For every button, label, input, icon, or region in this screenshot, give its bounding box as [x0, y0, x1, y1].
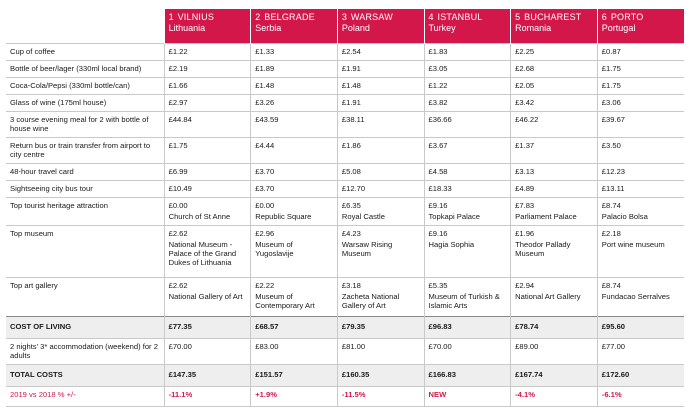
table-cell [511, 78, 598, 95]
cell-value: NEW [428, 390, 447, 399]
table-row [6, 138, 684, 164]
table-cell [511, 226, 598, 278]
cell-value: £89.00 [515, 342, 539, 351]
table-cell [164, 44, 251, 61]
table-cell [424, 278, 511, 317]
table-cell [251, 198, 338, 226]
table-cell [424, 226, 511, 278]
table-cell [424, 95, 511, 112]
table-cell [424, 365, 511, 387]
cell-value: £2.25 [515, 47, 535, 56]
table-cell [337, 164, 424, 181]
table-cell [511, 61, 598, 78]
cell-value: £39.67 [601, 115, 626, 124]
table-cell [337, 365, 424, 387]
table-cell [164, 317, 251, 339]
row-label: 2019 vs 2018 % +/- [6, 387, 164, 407]
table-cell [337, 317, 424, 339]
table-cell [597, 387, 684, 407]
table-row [6, 61, 684, 78]
table-row [6, 78, 684, 95]
table-cell [424, 198, 511, 226]
table-row [6, 198, 684, 226]
cell-place-name: Palacio Bolsa [601, 212, 648, 221]
table-cell [597, 365, 684, 387]
cell-value: £10.49 [168, 184, 192, 193]
cell-place-name: National Art Gallery [515, 292, 581, 301]
cell-value: £2.62 [168, 229, 188, 238]
cell-value: £1.48 [341, 81, 361, 90]
row-label: Return bus or train transfer from airport to city centre [6, 138, 164, 164]
header-row [6, 9, 684, 44]
row-label: Bottle of beer/lager (330ml local brand) [6, 61, 164, 78]
table-cell [164, 365, 251, 387]
cell-value: £160.35 [341, 370, 370, 379]
cell-value: £1.66 [168, 81, 188, 90]
table-cell [251, 61, 338, 78]
table-cell [511, 95, 598, 112]
table-row [6, 278, 684, 317]
table-cell [164, 278, 251, 317]
cell-value: £2.97 [168, 98, 188, 107]
table-cell [164, 198, 251, 226]
table-cell [337, 44, 424, 61]
table-cell [424, 181, 511, 198]
header-istanbul: 4 ISTANBUL Turkey [424, 9, 511, 44]
row-label: 2 nights' 3* accommodation (weekend) for 2 adults [6, 339, 164, 365]
row-label: Glass of wine (175ml house) [6, 95, 164, 112]
table-cell [251, 226, 338, 278]
cell-value: £2.94 [515, 281, 535, 290]
cell-value: £1.37 [515, 141, 535, 150]
cell-value: £46.22 [515, 115, 539, 124]
cell-place-name: Warsaw Rising Museum [341, 240, 393, 258]
table-cell [164, 164, 251, 181]
cell-value: £4.23 [341, 229, 361, 238]
cell-value: £68.57 [255, 322, 279, 331]
table-cell [597, 164, 684, 181]
table-cell [337, 61, 424, 78]
cell-value: £79.35 [341, 322, 366, 331]
table-cell [164, 61, 251, 78]
cell-place-name: Hagia Sophia [428, 240, 475, 249]
cell-value: £12.23 [601, 167, 626, 176]
cell-value: £2.22 [255, 281, 275, 290]
cell-value: £167.74 [515, 370, 543, 379]
table-cell [251, 112, 338, 138]
table-cell [511, 198, 598, 226]
table-cell [251, 164, 338, 181]
cell-value: £3.67 [428, 141, 448, 150]
table-cell [424, 138, 511, 164]
table-cell [337, 95, 424, 112]
cell-value: £12.70 [341, 184, 366, 193]
table-cell [424, 164, 511, 181]
table-row [6, 164, 684, 181]
table-cell [337, 278, 424, 317]
cell-value: -11.1% [168, 390, 193, 399]
table-cell [511, 44, 598, 61]
cell-value: £1.83 [428, 47, 448, 56]
cell-value: £96.83 [428, 322, 452, 331]
cell-value: £151.57 [255, 370, 283, 379]
table-cell [597, 61, 684, 78]
cell-value: £0.00 [168, 201, 188, 210]
cell-place-name: Topkapi Palace [428, 212, 481, 221]
row-label: Coca-Cola/Pepsi (330ml bottle/can) [6, 78, 164, 95]
cell-place-name: Zacheta National Gallery of Art [341, 292, 400, 310]
cell-value: £4.44 [255, 141, 275, 150]
cell-value: £1.75 [601, 81, 621, 90]
cell-place-name: Museum of Yugoslavije [255, 240, 294, 258]
cell-value: £1.75 [168, 141, 188, 150]
table-row [6, 365, 684, 387]
cell-value: £3.70 [255, 184, 275, 193]
table-cell [511, 339, 598, 365]
table-cell [337, 387, 424, 407]
table-cell [597, 78, 684, 95]
table-cell [511, 164, 598, 181]
row-label: 3 course evening meal for 2 with bottle of house wine [6, 112, 164, 138]
cell-value: £3.42 [515, 98, 535, 107]
table-cell [337, 339, 424, 365]
cell-value: £77.00 [601, 342, 626, 351]
cell-value: £3.82 [428, 98, 448, 107]
cell-value: £172.60 [601, 370, 630, 379]
cell-value: £8.74 [601, 201, 621, 210]
table-cell [164, 339, 251, 365]
row-label: Sightseeing city bus tour [6, 181, 164, 198]
table-cell [251, 317, 338, 339]
table-cell [511, 317, 598, 339]
cell-value: £2.62 [168, 281, 188, 290]
table-cell [337, 138, 424, 164]
header-warsaw: 3 WARSAW Poland [337, 9, 424, 44]
cell-place-name: Museum of Contemporary Art [255, 292, 315, 310]
cell-value: £0.00 [255, 201, 275, 210]
table-cell [424, 44, 511, 61]
table-cell [597, 44, 684, 61]
cell-value: £2.54 [341, 47, 361, 56]
cell-value: £44.84 [168, 115, 192, 124]
cell-value: £4.89 [515, 184, 535, 193]
cell-value: £7.83 [515, 201, 535, 210]
table-cell [511, 112, 598, 138]
cell-place-name: Royal Castle [341, 212, 385, 221]
table-cell [164, 138, 251, 164]
table-cell [597, 138, 684, 164]
table-cell [597, 339, 684, 365]
cell-value: £1.22 [428, 81, 448, 90]
table-cell [251, 365, 338, 387]
table-cell [424, 78, 511, 95]
cell-value: £83.00 [255, 342, 279, 351]
table-cell [597, 278, 684, 317]
cell-place-name: Museum of Turkish & Islamic Arts [428, 292, 500, 310]
cell-value: £3.05 [428, 64, 448, 73]
row-label: Top art gallery [6, 278, 164, 317]
table-cell [424, 112, 511, 138]
table-cell [251, 78, 338, 95]
table-cell [597, 317, 684, 339]
table-cell [424, 317, 511, 339]
cell-value: £3.26 [255, 98, 275, 107]
cell-value: -4.1% [515, 390, 535, 399]
cell-value: £81.00 [341, 342, 366, 351]
cell-value: £2.19 [168, 64, 188, 73]
table-cell [251, 181, 338, 198]
cell-place-name: National Museum - Palace of the Grand Dukes of Lithuania [168, 240, 237, 267]
row-label: TOTAL COSTS [6, 365, 164, 387]
cell-value: +1.9% [255, 390, 277, 399]
cell-value: £4.58 [428, 167, 448, 176]
cell-value: £1.91 [341, 98, 361, 107]
table-row [6, 181, 684, 198]
cell-value: £77.35 [168, 322, 192, 331]
cell-value: £2.05 [515, 81, 535, 90]
cell-value: £1.75 [601, 64, 621, 73]
table-cell [337, 198, 424, 226]
cell-value: £1.33 [255, 47, 275, 56]
table-cell [424, 339, 511, 365]
cost-table [6, 9, 684, 407]
header-belgrade: 2 BELGRADE Serbia [251, 9, 338, 44]
cell-place-name: Republic Square [255, 212, 312, 221]
row-label: Cup of coffee [6, 44, 164, 61]
table-cell [511, 387, 598, 407]
table-cell [164, 181, 251, 198]
cell-value: £1.86 [341, 141, 361, 150]
cell-value: £3.06 [601, 98, 621, 107]
table-row [6, 317, 684, 339]
row-label: Top tourist heritage attraction [6, 198, 164, 226]
cell-value: £13.11 [601, 184, 625, 193]
cell-value: £9.16 [428, 201, 448, 210]
row-label: Top museum [6, 226, 164, 278]
table-cell [251, 44, 338, 61]
table-cell [251, 339, 338, 365]
cell-place-name: Fundacao Serralves [601, 292, 670, 301]
table-row [6, 387, 684, 407]
cell-value: £3.70 [255, 167, 275, 176]
cell-value: £36.66 [428, 115, 452, 124]
cell-value: £1.91 [341, 64, 361, 73]
table-cell [597, 181, 684, 198]
cell-value: £70.00 [428, 342, 452, 351]
cell-value: £78.74 [515, 322, 539, 331]
cell-value: £9.16 [428, 229, 448, 238]
row-label: 48-hour travel card [6, 164, 164, 181]
table-row [6, 112, 684, 138]
cell-value: £1.96 [515, 229, 535, 238]
table-cell [424, 387, 511, 407]
table-cell [164, 78, 251, 95]
table-cell [597, 226, 684, 278]
cell-value: £95.60 [601, 322, 626, 331]
cell-value: -6.1% [601, 390, 622, 399]
cell-value: £1.89 [255, 64, 275, 73]
cell-place-name: Parliament Palace [515, 212, 577, 221]
table-cell [597, 112, 684, 138]
cell-value: £3.50 [601, 141, 621, 150]
table-cell [164, 95, 251, 112]
cell-value: £166.83 [428, 370, 456, 379]
cell-value: £1.48 [255, 81, 275, 90]
cell-value: £2.96 [255, 229, 275, 238]
table-cell [164, 226, 251, 278]
cell-place-name: Theodor Pallady Museum [515, 240, 571, 258]
header-vilnius: 1 VILNIUS Lithuania [164, 9, 251, 44]
cell-place-name: National Gallery of Art [168, 292, 243, 301]
cell-place-name: Port wine museum [601, 240, 665, 249]
cell-value: £70.00 [168, 342, 192, 351]
table-cell [251, 387, 338, 407]
table-cell [251, 95, 338, 112]
table-cell [424, 61, 511, 78]
table-row [6, 95, 684, 112]
cell-value: £3.13 [515, 167, 535, 176]
cell-value: £18.33 [428, 184, 452, 193]
table-cell [251, 138, 338, 164]
table-cell [597, 198, 684, 226]
row-label: COST OF LIVING [6, 317, 164, 339]
table-row [6, 44, 684, 61]
table-cell [511, 181, 598, 198]
cell-value: £5.35 [428, 281, 448, 290]
table-cell [337, 226, 424, 278]
header-porto: 6 PORTO Portugal [597, 9, 684, 44]
cell-value: £8.74 [601, 281, 621, 290]
cell-value: £43.59 [255, 115, 279, 124]
cell-value: £6.99 [168, 167, 188, 176]
cell-value: £2.18 [601, 229, 621, 238]
cell-value: £3.18 [341, 281, 361, 290]
table-cell [597, 95, 684, 112]
table-cell [251, 278, 338, 317]
cell-value: £147.35 [168, 370, 197, 379]
table-cell [337, 112, 424, 138]
table-cell [511, 365, 598, 387]
header-bucharest: 5 BUCHAREST Romania [511, 9, 598, 44]
cell-value: £2.68 [515, 64, 535, 73]
table-cell [337, 181, 424, 198]
table-cell [337, 78, 424, 95]
cell-value: -11.5% [341, 390, 366, 399]
table-cell [511, 278, 598, 317]
table-cell [164, 112, 251, 138]
cell-value: £38.11 [341, 115, 365, 124]
table-row [6, 226, 684, 278]
cell-value: £0.87 [601, 47, 621, 56]
cell-value: £1.22 [168, 47, 188, 56]
table-row [6, 339, 684, 365]
cell-value: £6.35 [341, 201, 361, 210]
header-blank [6, 9, 164, 44]
table-cell [511, 138, 598, 164]
table-cell [164, 387, 251, 407]
cell-value: £5.08 [341, 167, 361, 176]
cell-place-name: Church of St Anne [168, 212, 231, 221]
